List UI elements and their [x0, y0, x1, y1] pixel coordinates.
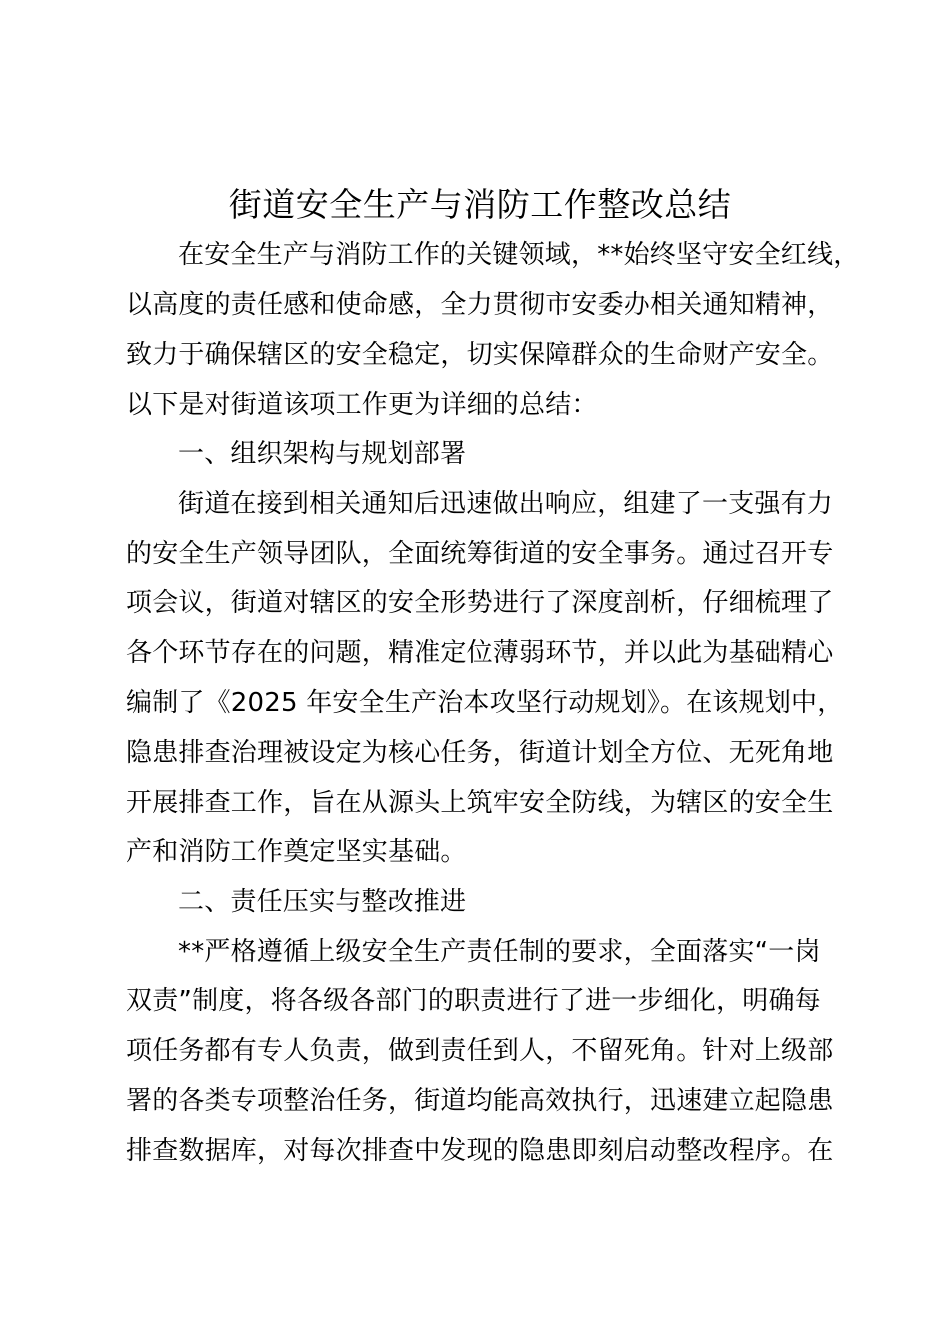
paragraph-line: 项任务都有专人负责，做到责任到人，不留死角。针对上级部 — [126, 1036, 834, 1066]
paragraph-line: 各个环节存在的问题，精准定位薄弱环节，并以此为基础精心 — [126, 638, 834, 668]
paragraph-line: 编制了《2025 年安全生产治本攻坚行动规划》。在该规划中， — [126, 688, 844, 718]
section-heading-2: 二、责任压实与整改推进 — [178, 887, 467, 917]
paragraph-line: 双责”制度，将各级各部门的职责进行了进一步细化，明确每 — [126, 986, 821, 1016]
paragraph-line: 以高度的责任感和使命感，全力贯彻市安委办相关通知精神， — [126, 290, 834, 320]
paragraph-line: 街道在接到相关通知后迅速做出响应，组建了一支强有力 — [178, 489, 834, 519]
section-heading-1: 一、组织架构与规划部署 — [178, 439, 467, 469]
paragraph-line: 项会议，街道对辖区的安全形势进行了深度剖析，仔细梳理了 — [126, 588, 834, 618]
paragraph-line: 致力于确保辖区的安全稳定，切实保障群众的生命财产安全。 — [126, 340, 834, 370]
paragraph-line: 隐患排查治理被设定为核心任务，街道计划全方位、无死角地 — [126, 738, 834, 768]
document-title: 街道安全生产与消防工作整改总结 — [228, 185, 732, 224]
paragraph-line: 署的各类专项整治任务，街道均能高效执行，迅速建立起隐患 — [126, 1086, 834, 1116]
paragraph-line: **严格遵循上级安全生产责任制的要求，全面落实“一岗 — [178, 937, 821, 967]
paragraph-line: 产和消防工作奠定坚实基础。 — [126, 837, 467, 867]
paragraph-line: 开展排查工作，旨在从源头上筑牢安全防线，为辖区的安全生 — [126, 788, 834, 818]
paragraph-line: 在安全生产与消防工作的关键领域，**始终坚守安全红线， — [178, 240, 860, 270]
paragraph-line: 排查数据库，对每次排查中发现的隐患即刻启动整改程序。在 — [126, 1136, 834, 1166]
paragraph-line: 的安全生产领导团队，全面统筹街道的安全事务。通过召开专 — [126, 539, 834, 569]
paragraph-line: 以下是对街道该项工作更为详细的总结： — [126, 390, 598, 420]
